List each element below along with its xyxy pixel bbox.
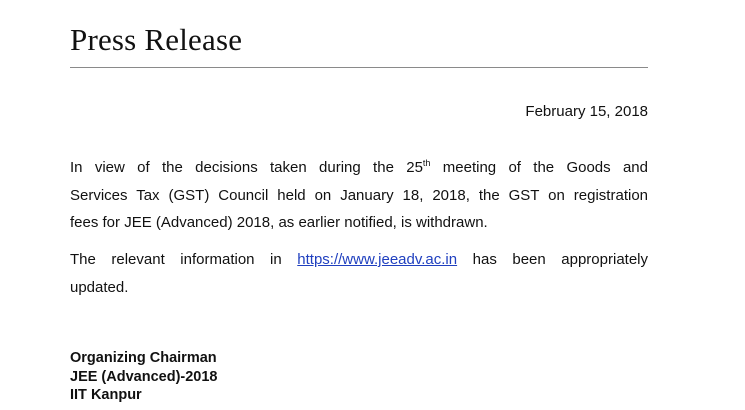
ordinal-suffix: th — [422, 158, 431, 168]
paragraph-line — [70, 154, 648, 182]
paragraph-line: Services Tax (GST) Council held on January 18, 2018, the GST on registration — [70, 186, 648, 204]
paragraph-line: updated. — [70, 278, 129, 296]
page-title: Press Release — [70, 22, 243, 57]
website-link[interactable]: https://www.jeeadv.ac.in — [297, 251, 458, 268]
paragraph-text: has been appropriately — [457, 251, 649, 268]
signature-block — [70, 349, 217, 405]
paragraph-line: fees for JEE (Advanced) 2018, as earlier notified, is withdrawn. — [70, 214, 488, 231]
paragraph-text: The relevant information in — [70, 251, 298, 268]
title-divider — [70, 67, 648, 68]
paragraph-text: meeting of the Goods and — [430, 159, 648, 176]
body-paragraph-gst — [70, 154, 648, 237]
signatory-title: Organizing Chairman — [70, 350, 217, 366]
body-paragraph-info — [70, 246, 648, 301]
paragraph-line — [70, 246, 648, 274]
release-date: February 15, 2018 — [525, 103, 648, 120]
signatory-exam: JEE (Advanced)-2018 — [70, 368, 218, 385]
paragraph-text: In view of the decisions taken during the 25 — [70, 159, 423, 176]
signatory-institute: IIT Kanpur — [70, 387, 142, 403]
